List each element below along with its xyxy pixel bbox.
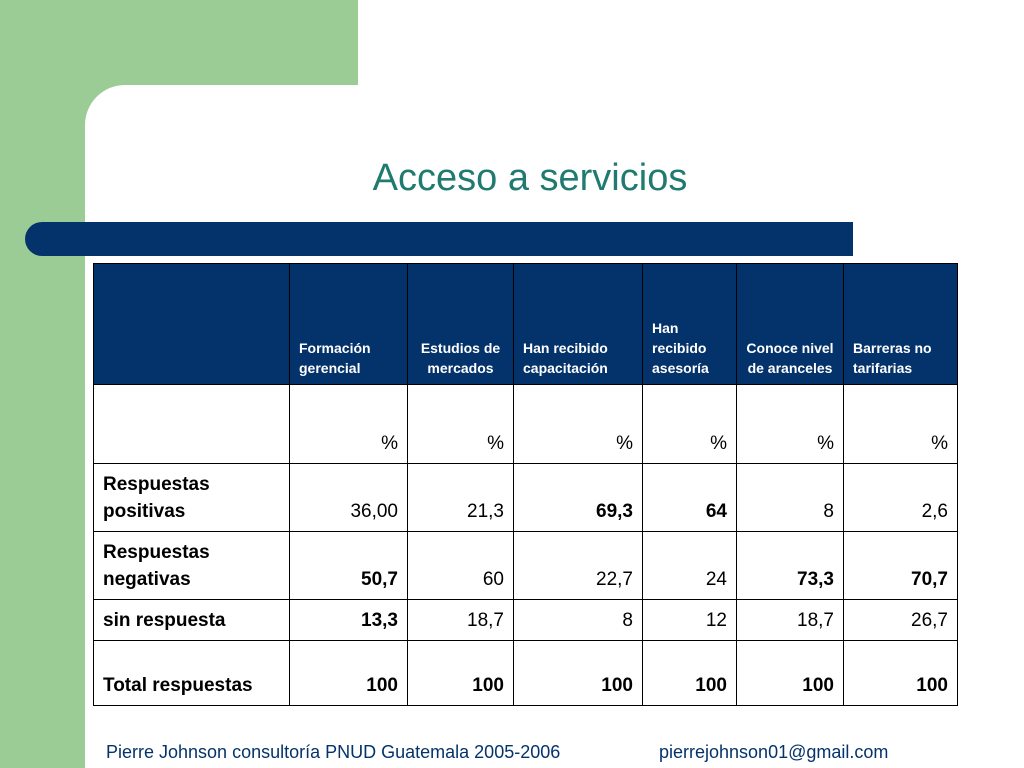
table-cell: 100 <box>514 641 643 706</box>
access-services-table <box>93 263 958 706</box>
header-formacion-gerencial: Formación gerencial <box>290 264 408 385</box>
table-row <box>94 600 958 641</box>
header-estudios-de-mercados: Estudios de mercados <box>408 264 514 385</box>
table-cell: 100 <box>844 641 958 706</box>
table-row <box>94 464 958 532</box>
table-cell: 69,3 <box>514 464 643 532</box>
unit-cell: % <box>643 385 737 464</box>
table-cell: 100 <box>643 641 737 706</box>
footer-email: pierrejohnson01@gmail.com <box>659 742 889 762</box>
table-cell: 60 <box>408 532 514 600</box>
unit-cell <box>94 385 290 464</box>
footer-credit: Pierre Johnson consultoría PNUD Guatemala 2005-2006 <box>106 742 561 762</box>
table-cell: 8 <box>514 600 643 641</box>
slide-title: Acceso a servicios <box>372 157 688 199</box>
table-cell: 18,7 <box>737 600 844 641</box>
table-cell: 26,7 <box>844 600 958 641</box>
row-label: sin respuesta <box>94 600 290 641</box>
table-cell: 21,3 <box>408 464 514 532</box>
header-han-recibido-asesoria: Han recibido asesoría <box>643 264 737 385</box>
header-empty <box>94 264 290 385</box>
unit-cell: % <box>514 385 643 464</box>
title-divider-bar <box>25 222 853 256</box>
unit-cell: % <box>408 385 514 464</box>
row-label: Total respuestas <box>94 641 290 706</box>
table-cell: 22,7 <box>514 532 643 600</box>
table-cell: 24 <box>643 532 737 600</box>
table-cell: 18,7 <box>408 600 514 641</box>
row-label: Respuestas negativas <box>94 532 290 600</box>
row-label: Respuestas positivas <box>94 464 290 532</box>
table-cell: 50,7 <box>290 532 408 600</box>
table-cell: 70,7 <box>844 532 958 600</box>
units-row <box>94 385 958 464</box>
unit-cell: % <box>844 385 958 464</box>
table-cell: 64 <box>643 464 737 532</box>
table-cell: 73,3 <box>737 532 844 600</box>
header-barreras-no-tarifarias: Barreras no tarifarias <box>844 264 958 385</box>
header-han-recibido-capacitacion: Han recibido capacitación <box>514 264 643 385</box>
header-conoce-nivel-de-aranceles: Conoce nivel de aranceles <box>737 264 844 385</box>
table-cell: 13,3 <box>290 600 408 641</box>
table-cell: 36,00 <box>290 464 408 532</box>
table-cell: 12 <box>643 600 737 641</box>
table-cell: 100 <box>737 641 844 706</box>
table-cell: 100 <box>290 641 408 706</box>
table-row <box>94 532 958 600</box>
table-row <box>94 641 958 706</box>
header-row <box>94 264 958 385</box>
table-cell: 100 <box>408 641 514 706</box>
unit-cell: % <box>737 385 844 464</box>
unit-cell: % <box>290 385 408 464</box>
table-cell: 8 <box>737 464 844 532</box>
table-cell: 2,6 <box>844 464 958 532</box>
